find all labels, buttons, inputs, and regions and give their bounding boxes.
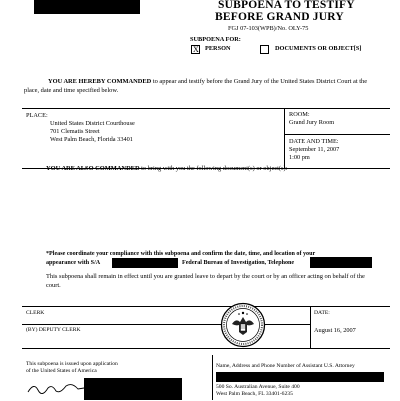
- place-room-divider: [284, 108, 285, 168]
- issued-line-1: This subpoena is issued upon application: [26, 361, 118, 367]
- coordinate-line-2-start: appearance with S/A: [46, 260, 101, 266]
- coordinate-line-2-end: Federal Bureau of Investigation, Telephone: [182, 260, 295, 266]
- clerk-date-value: August 16, 2007: [314, 327, 356, 334]
- redaction-telephone: [310, 257, 372, 268]
- title-line-1: SUBPOENA TO TESTIFY: [218, 0, 355, 11]
- case-number: FGJ 07-103(WPB)/No. OLY-75: [228, 25, 309, 32]
- place-label: PLACE:: [26, 112, 48, 119]
- place-box-top: [22, 108, 390, 109]
- coordinate-line-1: *Please coordinate your compliance with this subpoena and confirm the date, time, and location of your: [46, 251, 316, 257]
- date-value: September 11, 2007: [289, 146, 340, 153]
- documents-label: DOCUMENTS OR OBJECT[S]: [275, 45, 362, 52]
- documents-checkbox[interactable]: [260, 45, 269, 54]
- attorney-label: Name, Address and Phone Number of Assistant U.S. Attorney: [216, 363, 355, 369]
- bottom-divider: [212, 355, 213, 400]
- command-paragraph: [24, 77, 380, 95]
- person-check-mark: X: [193, 45, 199, 54]
- redaction-bottom-left: [84, 378, 182, 400]
- court-seal-icon: [220, 302, 266, 348]
- issued-line-2: of the United States of America: [26, 368, 97, 374]
- room-value: Grand Jury Room: [289, 119, 335, 126]
- time-value: 1:00 pm: [289, 154, 310, 161]
- clerk-box-bottom: [22, 348, 390, 349]
- clerk-date-divider: [310, 306, 311, 348]
- also-commanded-paragraph: [46, 164, 386, 173]
- redaction-top-left: [34, 0, 140, 14]
- also-text: to bring with you the following document(s) or object(s):: [139, 165, 288, 172]
- redaction-agent-name: [112, 258, 178, 268]
- command-lead: YOU ARE HEREBY COMMANDED: [48, 78, 152, 85]
- subpoena-for-label: SUBPOENA FOR:: [190, 36, 241, 43]
- command-text: to appear and testify before the Grand Jury of the United States District Court at the place, date and time specified below.: [24, 78, 368, 94]
- also-lead: YOU ARE ALSO COMMANDED: [46, 165, 140, 172]
- person-checkbox[interactable]: [191, 45, 200, 54]
- date-time-label: DATE AND TIME:: [289, 138, 339, 145]
- clerk-box-top: [22, 306, 390, 307]
- attorney-address-1: 500 So. Australian Avenue, Suite 400: [216, 384, 300, 390]
- room-date-divider: [284, 134, 390, 135]
- person-label: PERSON: [205, 45, 231, 52]
- place-line-1: United States District Courthouse: [50, 120, 135, 127]
- remain-paragraph: This subpoena shall remain in effect until you are granted leave to depart by the court or by an officer acting on behalf of the court.: [46, 273, 365, 289]
- attorney-address-2: West Palm Beach, FL 33401-6235: [216, 391, 293, 397]
- title-line-2: BEFORE GRAND JURY: [215, 11, 344, 23]
- place-line-3: West Palm Beach, Florida 33401: [50, 136, 133, 143]
- clerk-date-label: DATE:: [314, 310, 330, 316]
- deputy-clerk-label: (BY) DEPUTY CLERK: [26, 327, 81, 333]
- room-label: ROOM:: [289, 111, 310, 118]
- clerk-label: CLERK: [26, 310, 45, 316]
- place-line-2: 701 Clematis Street: [50, 128, 100, 135]
- clerk-signature-line: [22, 324, 310, 325]
- attorney-signature: [26, 376, 86, 396]
- redaction-attorney-name: [216, 372, 384, 382]
